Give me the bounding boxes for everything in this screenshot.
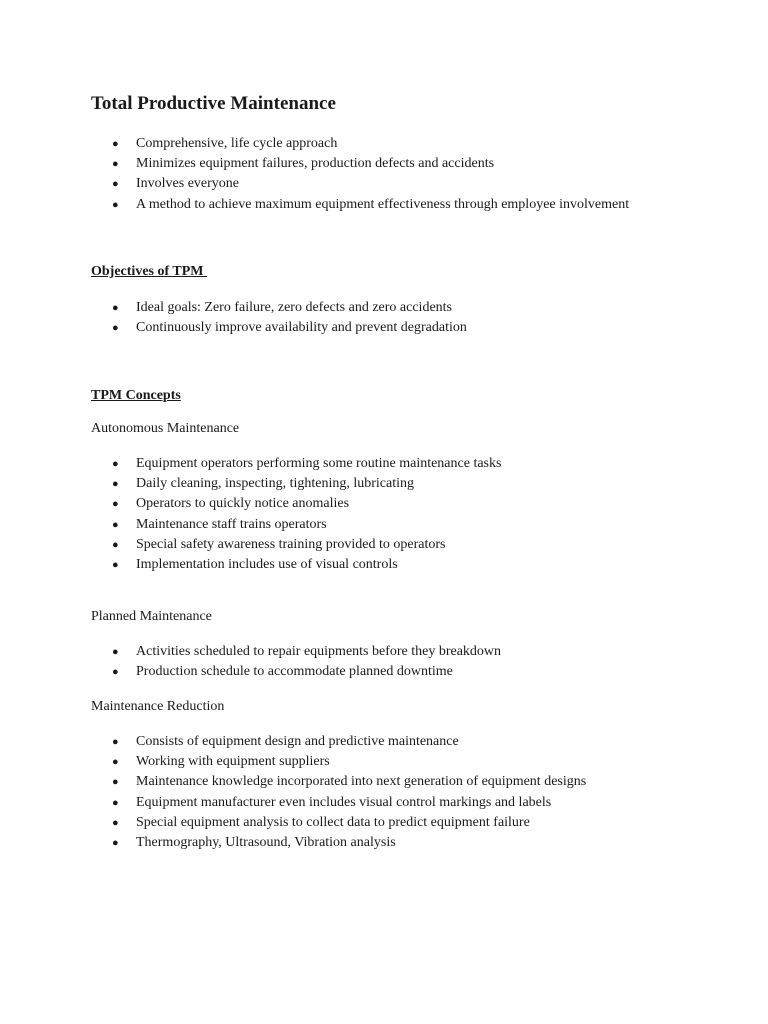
bullet-icon: ● — [112, 138, 119, 150]
list-item-text: Consists of equipment design and predictive maintenance — [136, 734, 459, 749]
document-title: Total Productive Maintenance — [91, 93, 336, 114]
list-item-text: Minimizes equipment failures, production defects and accidents — [136, 156, 495, 172]
list-item-text: Activities scheduled to repair equipments before they breakdown — [136, 644, 502, 659]
bullet-icon: ● — [112, 458, 119, 470]
bullet-icon: ● — [112, 776, 119, 789]
maintenance-reduction-label: Maintenance Reduction — [91, 699, 225, 714]
list-item-text: Special equipment analysis to collect data to predict equipment failure — [136, 814, 530, 830]
bullet-icon: ● — [112, 498, 119, 511]
list-item-text: Special safety awareness training provided to operators — [136, 536, 446, 552]
bullet-icon: ● — [112, 736, 119, 748]
list-item-text: Equipment manufacturer even includes visual control markings and labels — [136, 794, 552, 810]
list-item-text: Daily cleaning, inspecting, tightening, lubricating — [136, 476, 414, 492]
list-item-text: Working with equipment suppliers — [136, 754, 330, 770]
list-item-text: Equipment operators performing some routine maintenance tasks — [136, 456, 502, 471]
bullet-icon: ● — [112, 796, 119, 809]
concepts-heading: TPM Concepts — [91, 388, 181, 403]
list-item-text: Implementation includes use of visual controls — [136, 556, 398, 572]
bullet-icon: ● — [112, 322, 119, 335]
list-item-text: Maintenance knowledge incorporated into next generation of equipment designs — [136, 774, 587, 790]
bullet-icon: ● — [112, 478, 119, 491]
bullet-icon: ● — [112, 518, 119, 531]
bullet-icon: ● — [112, 178, 119, 191]
list-item-text: Involves everyone — [136, 176, 240, 192]
bullet-icon: ● — [112, 646, 119, 658]
list-item-text: Maintenance staff trains operators — [136, 516, 327, 532]
bullet-icon: ● — [112, 816, 119, 829]
bullet-icon: ● — [112, 836, 119, 849]
bullet-icon: ● — [112, 666, 119, 679]
autonomous-maintenance-label: Autonomous Maintenance — [91, 421, 240, 436]
bullet-icon: ● — [112, 198, 119, 211]
bullet-icon: ● — [112, 302, 119, 314]
list-item-text: Comprehensive, life cycle approach — [136, 136, 338, 151]
list-item-text: Continuously improve availability and prevent degradation — [136, 320, 467, 336]
list-item-text: Production schedule to accommodate planned downtime — [136, 664, 453, 680]
list-item-text: Ideal goals: Zero failure, zero defects and zero accidents — [136, 300, 452, 315]
bullet-icon: ● — [112, 158, 119, 171]
objectives-heading: Objectives of TPM — [91, 264, 207, 279]
planned-maintenance-label: Planned Maintenance — [91, 609, 212, 624]
list-item-text: Operators to quickly notice anomalies — [136, 496, 350, 512]
bullet-icon: ● — [112, 538, 119, 551]
bullet-icon: ● — [112, 558, 119, 571]
bullet-icon: ● — [112, 756, 119, 769]
list-item-text: A method to achieve maximum equipment effectiveness through employee involvement — [136, 196, 630, 212]
list-item-text: Thermography, Ultrasound, Vibration analysis — [136, 834, 396, 850]
